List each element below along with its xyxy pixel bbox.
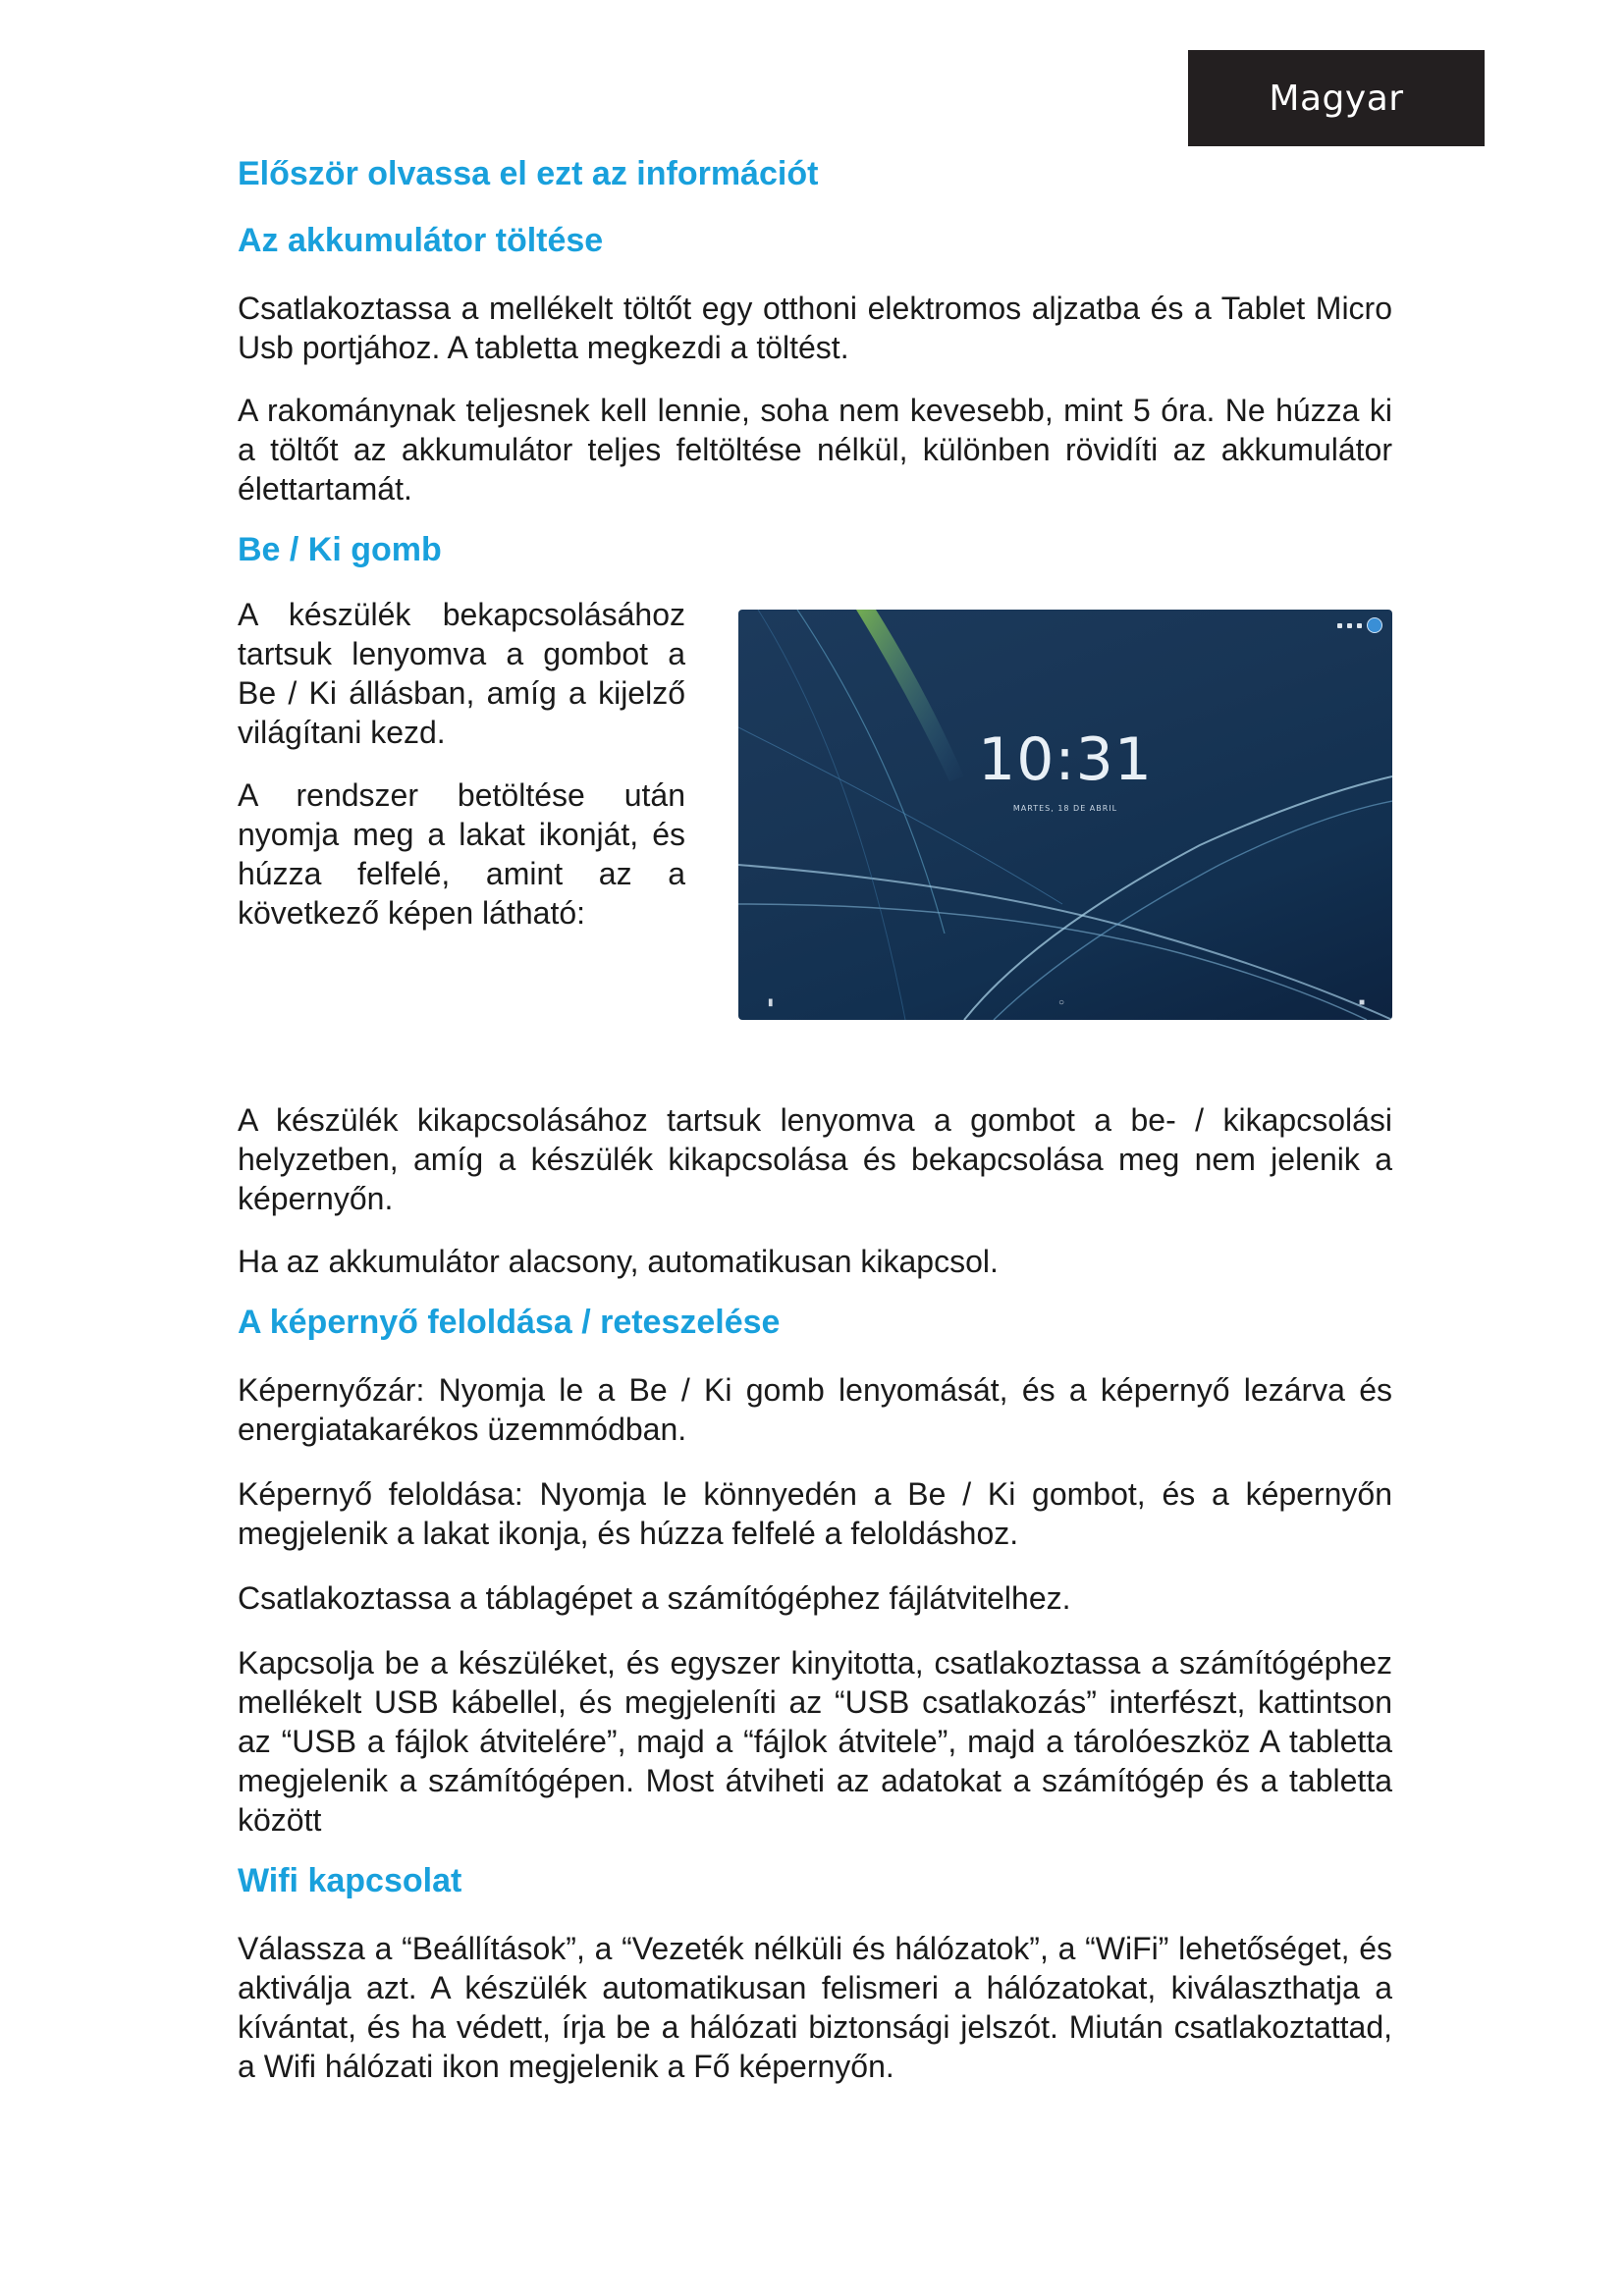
unlock-paragraph-3: Csatlakoztassa a táblagépet a számítógéphez fájlátvitelhez. <box>238 1580 1071 1616</box>
unlock-paragraph-4: Kapcsolja be a készüléket, és egyszer kinyitotta, csatlakoztassa a számítógéphez mellékelt USB kábellel, és megjeleníti az “USB csatlakozás” interfészt, kattintson az “USB a fájlok átvitelére”, majd a “fájlok átvitele”, majd a tárolóeszköz A tabletta megjelenik a számítógépen. Most átviheti az adatokat a számítógép és a tabletta között <box>238 1645 1392 1838</box>
power-row <box>238 595 1392 1020</box>
power-text-column <box>238 595 685 1020</box>
tablet-wallpaper-lines <box>738 610 1392 1020</box>
power-paragraph-3: A készülék kikapcsolásához tartsuk lenyomva a gombot a be- / kikapcsolási helyzetben, amíg a készülék kikapcsolása és bekapcsolása meg nem jelenik a képernyőn. <box>238 1102 1392 1216</box>
battery-icon <box>1357 623 1362 628</box>
wifi-status-icon <box>1347 623 1352 628</box>
camera-icon: ■ <box>1358 997 1365 1008</box>
unlock-paragraph-2: Képernyő feloldása: Nyomja le könnyedén a Be / Ki gombot, és a képernyőn megjelenik a lakat ikonja, és húzza felfelé a feloldáshoz. <box>238 1476 1392 1551</box>
tablet-status-bar <box>1337 617 1382 633</box>
tablet-lockscreen-image <box>738 610 1392 1020</box>
power-paragraph-2: A rendszer betöltése után nyomja meg a lakat ikonját, és húzza felfelé, amint az a következő képen látható: <box>238 777 685 931</box>
charging-paragraph-1: Csatlakoztassa a mellékelt töltőt egy otthoni elektromos aljzatba és a Tablet Micro Usb portjához. A tabletta megkezdi a töltést. <box>238 291 1392 365</box>
power-paragraph-1: A készülék bekapcsolásához tartsuk lenyomva a gombot a Be / Ki állásban, amíg a kijelző világítani kezd. <box>238 597 685 750</box>
unlock-heading: A képernyő feloldása / reteszelése <box>238 1304 781 1341</box>
signal-icon <box>1337 623 1342 628</box>
charging-heading: Az akkumulátor töltése <box>238 222 604 259</box>
mic-icon: ▮ <box>768 997 774 1008</box>
power-heading: Be / Ki gomb <box>238 531 442 568</box>
language-tab: Magyar <box>1188 50 1485 146</box>
user-avatar-icon <box>1367 617 1382 633</box>
lock-icon: ○ <box>1058 997 1065 1008</box>
wifi-heading: Wifi kapcsolat <box>238 1862 462 1899</box>
charging-paragraph-2: A rakománynak teljesnek kell lennie, soha nem kevesebb, mint 5 óra. Ne húzza ki a töltőt az akkumulátor teljes feltöltése nélkül, különben rövidíti az akkumulátor élettartamát. <box>238 393 1392 507</box>
intro-heading: Először olvassa el ezt az információt <box>238 155 819 192</box>
lockscreen-clock: 10:31 <box>978 725 1153 794</box>
wifi-paragraph-1: Válassza a “Beállítások”, a “Vezeték nélküli és hálózatok”, a “WiFi” lehetőséget, és aktiválja azt. A készülék automatikusan felismeri a hálózatokat, kiválaszthatja a kívántat, és ha védett, írja be a hálózati biztonsági jelszót. Miután csatlakoztattad, a Wifi hálózati ikon megjelenik a Fő képernyőn. <box>238 1931 1392 2084</box>
lockscreen-date: MARTES, 18 DE ABRIL <box>1012 804 1118 813</box>
document-body <box>238 147 1392 2086</box>
power-paragraph-4: Ha az akkumulátor alacsony, automatikusan kikapcsol. <box>238 1244 999 1279</box>
unlock-paragraph-1: Képernyőzár: Nyomja le a Be / Ki gomb lenyomását, és a képernyő lezárva és energiatakarékos üzemmódban. <box>238 1372 1392 1447</box>
